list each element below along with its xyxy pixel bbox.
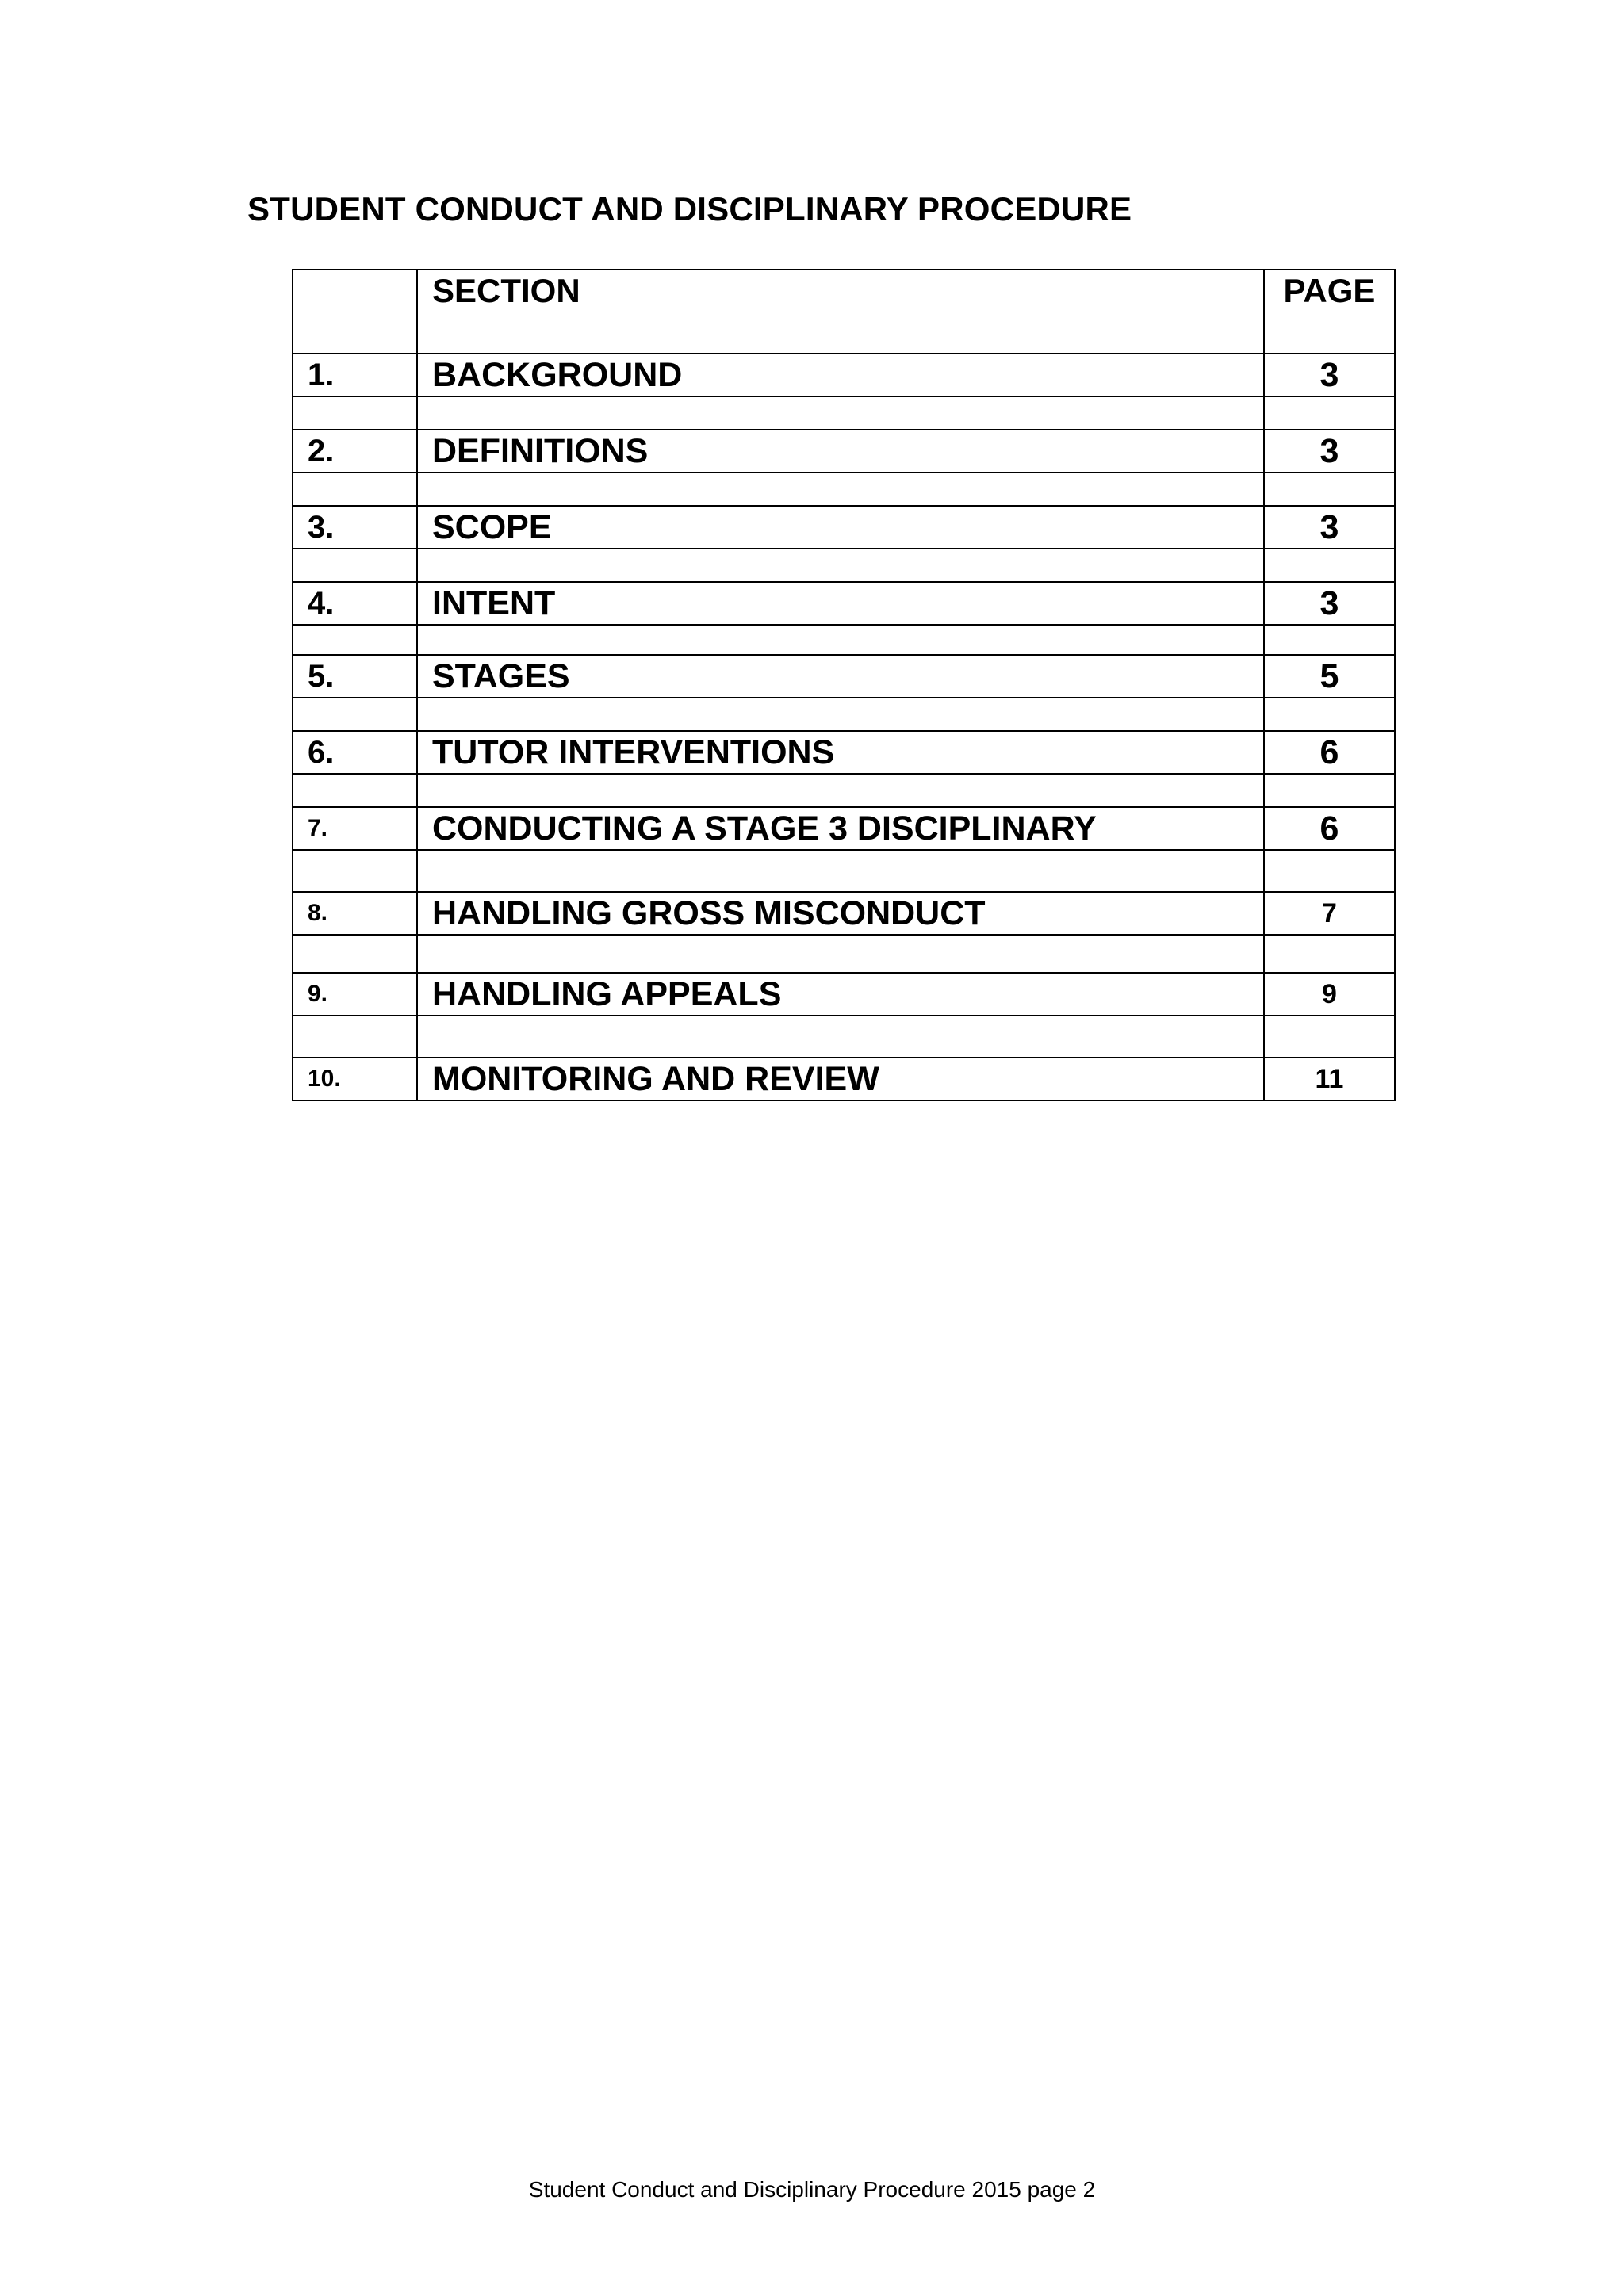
toc-page-number: 5 [1264, 655, 1395, 698]
toc-section-number: 7. [293, 807, 417, 850]
toc-header-row [293, 270, 1395, 354]
toc-page-number: 11 [1264, 1058, 1395, 1100]
toc-page-number: 3 [1264, 582, 1395, 625]
toc-spacer-row [293, 625, 1395, 655]
toc-row [293, 506, 1395, 549]
toc-spacer-row [293, 396, 1395, 430]
toc-row [293, 1058, 1395, 1100]
toc-section-title: HANDLING APPEALS [417, 973, 1264, 1016]
toc-header-page: PAGE [1264, 270, 1395, 354]
toc-row [293, 354, 1395, 396]
toc-section-title: SCOPE [417, 506, 1264, 549]
toc-row [293, 731, 1395, 774]
toc-row [293, 582, 1395, 625]
toc-page-number: 7 [1264, 892, 1395, 935]
page-footer: Student Conduct and Disciplinary Procedure 2015 page 2 [528, 2177, 1096, 2202]
toc-spacer-row [293, 1016, 1395, 1058]
toc-page-number: 3 [1264, 354, 1395, 396]
toc-section-title: BACKGROUND [417, 354, 1264, 396]
toc-row [293, 430, 1395, 473]
toc-section-title: INTENT [417, 582, 1264, 625]
toc-section-title: DEFINITIONS [417, 430, 1264, 473]
toc-section-title: TUTOR INTERVENTIONS [417, 731, 1264, 774]
toc-section-number: 6. [293, 731, 417, 774]
toc-section-number: 2. [293, 430, 417, 473]
toc-header-section: SECTION [417, 270, 1264, 354]
toc-page-number: 6 [1264, 807, 1395, 850]
toc-section-number: 1. [293, 354, 417, 396]
toc-section-number: 3. [293, 506, 417, 549]
document-title: STUDENT CONDUCT AND DISCIPLINARY PROCEDURE [247, 190, 1132, 228]
toc-spacer-row [293, 473, 1395, 506]
toc-section-number: 10. [293, 1058, 417, 1100]
toc-section-title: STAGES [417, 655, 1264, 698]
toc-spacer-row [293, 850, 1395, 892]
toc-page-number: 9 [1264, 973, 1395, 1016]
toc-page-number: 3 [1264, 430, 1395, 473]
table-of-contents [292, 269, 1396, 1101]
toc-section-number: 9. [293, 973, 417, 1016]
toc-row [293, 655, 1395, 698]
toc-section-number: 5. [293, 655, 417, 698]
toc-section-title: CONDUCTING A STAGE 3 DISCIPLINARY [417, 807, 1264, 850]
toc-row [293, 892, 1395, 935]
toc-section-title: MONITORING AND REVIEW [417, 1058, 1264, 1100]
toc-page-number: 3 [1264, 506, 1395, 549]
toc-spacer-row [293, 549, 1395, 582]
toc-header-number [293, 270, 417, 354]
toc-section-title: HANDLING GROSS MISCONDUCT [417, 892, 1264, 935]
toc-section-number: 8. [293, 892, 417, 935]
toc-spacer-row [293, 935, 1395, 973]
toc-page-number: 6 [1264, 731, 1395, 774]
toc-spacer-row [293, 774, 1395, 807]
toc-row [293, 807, 1395, 850]
toc-spacer-row [293, 698, 1395, 731]
toc-section-number: 4. [293, 582, 417, 625]
toc-row [293, 973, 1395, 1016]
